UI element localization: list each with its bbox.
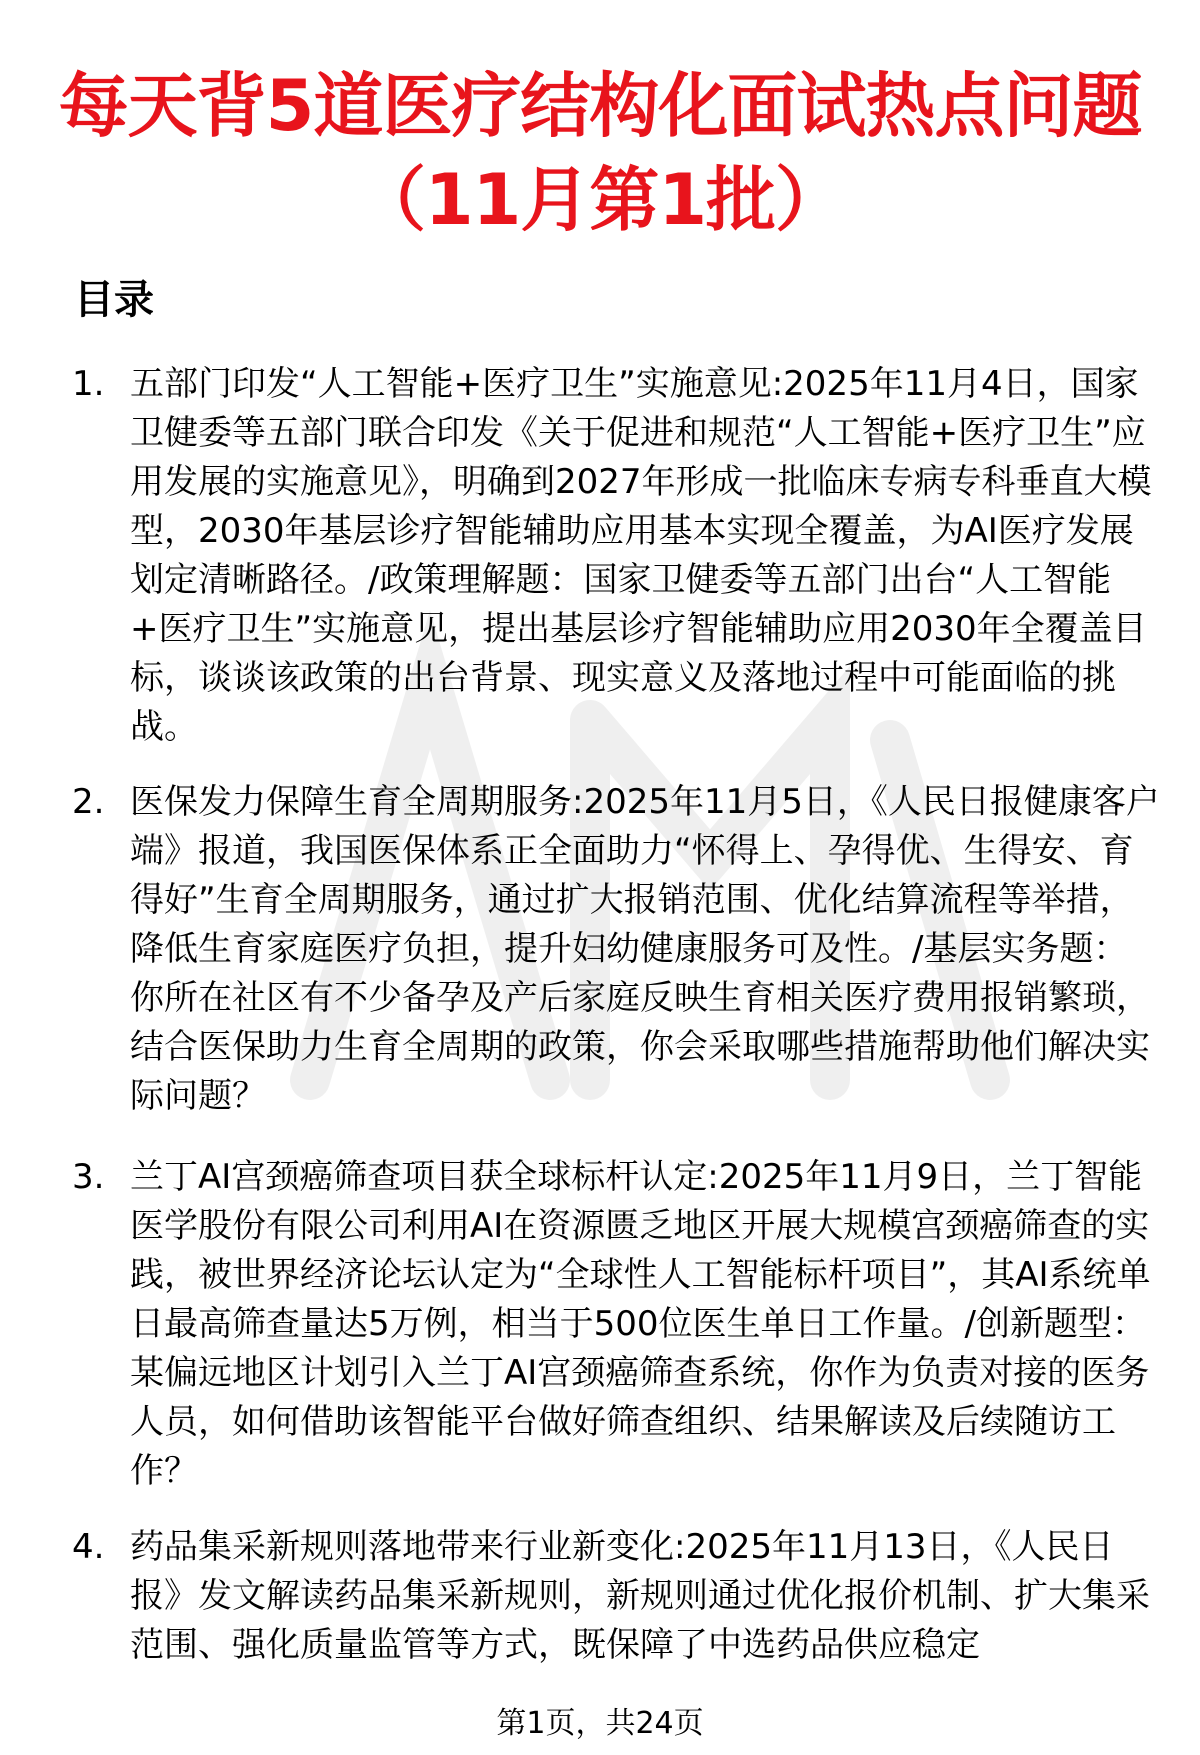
item-number: 2. <box>72 782 105 822</box>
list-item <box>0 1153 1200 1523</box>
list-item <box>0 360 1200 778</box>
page-number: 第1页，共24页 <box>496 1706 704 1741</box>
toc-list <box>0 360 1200 1683</box>
toc-heading: 目录 <box>74 277 154 323</box>
item-number: 1. <box>72 364 105 404</box>
page-subtitle: （11月第1批） <box>355 159 845 241</box>
item-text: 医保发力保障生育全周期服务:2025年11月5日，《人民日报健康客户端》报道，我国医保体系正全面助力“怀得上、孕得优、生得安、育得好”生育全周期服务，通过扩大报销范围、优化结算流程等举措，降低生育家庭医疗负担，提升妇幼健康服务可及性。/基层实务题：你所在社区有不少备孕及产后家庭反映生育相关医疗费用报销繁琐，结合医保助力生育全周期的政策，你会采取哪些措施帮助他们解决实际问题？ <box>130 782 1160 1116</box>
page-title: 每天背5道医疗结构化面试热点问题 <box>58 65 1142 147</box>
item-number: 4. <box>72 1527 105 1567</box>
list-item <box>0 778 1200 1153</box>
item-number: 3. <box>72 1157 105 1197</box>
item-text: 五部门印发“人工智能+医疗卫生”实施意见:2025年11月4日，国家卫健委等五部门联合印发《关于促进和规范“人工智能+医疗卫生”应用发展的实施意见》，明确到2027年形成一批临床专病专科垂直大模型，2030年基层诊疗智能辅助应用基本实现全覆盖，为AI医疗发展划定清晰路径。/政策理解题：国家卫健委等五部门出台“人工智能+医疗卫生”实施意见，提出基层诊疗智能辅助应用2030年全覆盖目标，谈谈该政策的出台背景、现实意义及落地过程中可能面临的挑战。 <box>130 364 1152 747</box>
item-text: 药品集采新规则落地带来行业新变化:2025年11月13日，《人民日报》发文解读药品集采新规则，新规则通过优化报价机制、扩大集采范围、强化质量监管等方式，既保障了中选药品供应稳定 <box>130 1527 1150 1665</box>
list-item <box>0 1523 1200 1683</box>
item-text: 兰丁AI宫颈癌筛查项目获全球标杆认定:2025年11月9日，兰丁智能医学股份有限公司利用AI在资源匮乏地区开展大规模宫颈癌筛查的实践，被世界经济论坛认定为“全球性人工智能标杆项目”，其AI系统单日最高筛查量达5万例，相当于500位医生单日工作量。/创新题型：某偏远地区计划引入兰丁AI宫颈癌筛查系统，你作为负责对接的医务人员，如何借助该智能平台做好筛查组织、结果解读及后续随访工作？ <box>130 1157 1151 1491</box>
